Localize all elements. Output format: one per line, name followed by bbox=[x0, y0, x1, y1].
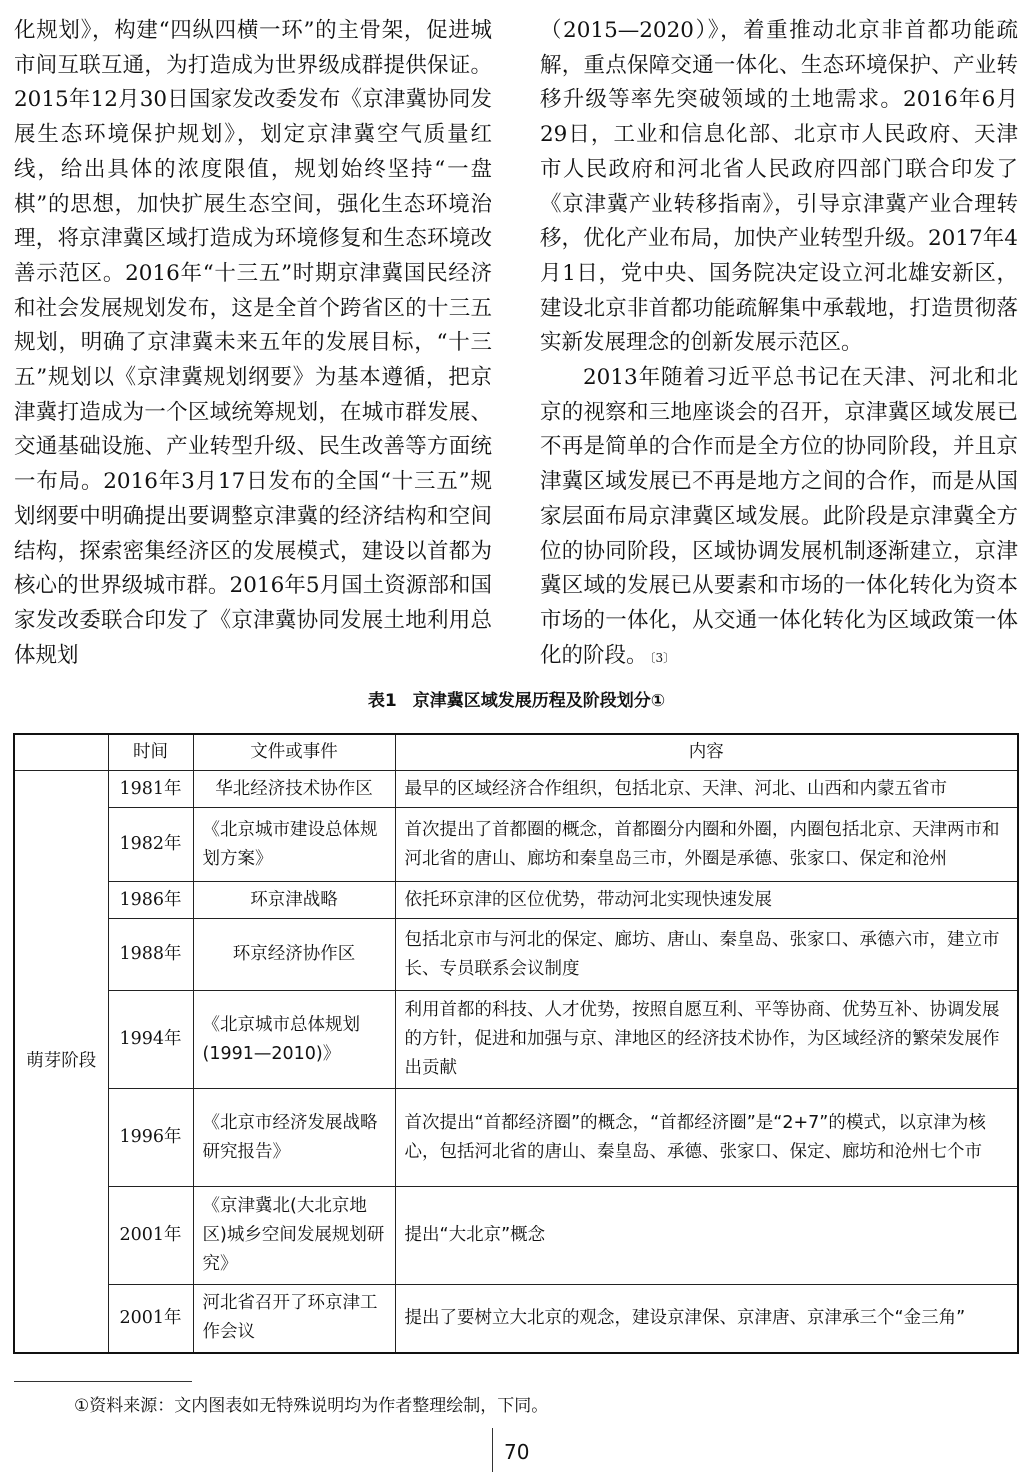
year-cell: 1996年 bbox=[108, 1089, 193, 1187]
year-cell: 1986年 bbox=[108, 882, 193, 919]
year-cell: 1988年 bbox=[108, 919, 193, 991]
phase-cell: 萌芽阶段 bbox=[14, 771, 108, 1353]
year-cell: 1994年 bbox=[108, 991, 193, 1089]
table-row bbox=[14, 808, 1018, 882]
content-cell: 首次提出了首都圈的概念，首都圈分内圈和外圈，内圈包括北京、天津两市和河北省的唐山、廊坊和秦皇岛三市，外圈是承德、张家口、保定和沧州 bbox=[395, 808, 1018, 882]
left-column bbox=[14, 14, 492, 673]
header-time: 时间 bbox=[108, 734, 193, 771]
content-cell: 包括北京市与河北的保定、廊坊、唐山、秦皇岛、张家口、承德六市，建立市长、专员联系会议制度 bbox=[395, 919, 1018, 991]
event-cell: 《北京城市建设总体规划方案》 bbox=[193, 808, 395, 882]
header-event: 文件或事件 bbox=[193, 734, 395, 771]
event-cell: 《北京市经济发展战略研究报告》 bbox=[193, 1089, 395, 1187]
table-title: 京津冀区域发展历程及阶段划分① bbox=[412, 691, 666, 711]
table-row bbox=[14, 1285, 1018, 1353]
year-cell: 2001年 bbox=[108, 1285, 193, 1353]
content-cell: 利用首都的科技、人才优势，按照自愿互利、平等协商、优势互补、协调发展的方针，促进和加强与京、津地区的经济技术协作，为区域经济的繁荣发展作出贡献 bbox=[395, 991, 1018, 1089]
event-cell: 环京津战略 bbox=[193, 882, 395, 919]
right-column bbox=[540, 14, 1018, 675]
table-row bbox=[14, 919, 1018, 991]
table-label: 表1 bbox=[367, 691, 397, 711]
body-paragraph: 化规划》，构建“四纵四横一环”的主骨架，促进城市间互联互通，为打造成为世界级成群提供保证。2015年12月30日国家发改委发布《京津冀协同发展生态环境保护规划》，划定京津冀空气质量红线，给出具体的浓度限值，规划始终坚持“一盘棋”的思想，加快扩展生态空间，强化生态环境治理，将京津冀区域打造成为环境修复和生态环境改善示范区。2016年“十三五”时期京津冀国民经济和社会发展规划发布，这是全首个跨省区的十三五规划，明确了京津冀未来五年的发展目标，“十三五”规划以《京津冀规划纲要》为基本遵循，把京津冀打造成为一个区域统筹规划，在城市群发展、交通基础设施、产业转型升级、民生改善等方面统一布局。2016年3月17日发布的全国“十三五”规划纲要中明确提出要调整京津冀的经济结构和空间结构，探索密集经济区的发展模式，建设以首都为核心的世界级城市群。2016年5月国土资源部和国家发改委联合印发了《京津冀协同发展土地利用总体规划 bbox=[14, 18, 492, 668]
citation-marker: 〔3〕 bbox=[649, 650, 676, 665]
table-row bbox=[14, 991, 1018, 1089]
event-cell: 《北京城市总体规划(1991—2010)》 bbox=[193, 991, 395, 1089]
table-row bbox=[14, 771, 1018, 808]
event-cell: 华北经济技术协作区 bbox=[193, 771, 395, 808]
content-cell: 提出“大北京”概念 bbox=[395, 1187, 1018, 1285]
page-number-divider bbox=[492, 1428, 493, 1472]
history-table bbox=[13, 733, 1019, 1354]
page-number: 70 bbox=[504, 1440, 530, 1464]
year-cell: 1981年 bbox=[108, 771, 193, 808]
paragraph-text: 2013年随着习近平总书记在天津、河北和北京的视察和三地座谈会的召开，京津冀区域发展已不再是简单的合作而是全方位的协同阶段，并且京津冀区域发展已不再是地方之间的合作，而是从国家层面布局京津冀区域发展。此阶段是京津冀全方位的协同阶段，区域协调发展机制逐渐建立，京津冀区域的发展已从要素和市场的一体化转化为资本市场的一体化，从交通一体化转化为区域政策一体化的阶段。 bbox=[540, 365, 1018, 668]
year-cell: 2001年 bbox=[108, 1187, 193, 1285]
table-header-row bbox=[14, 734, 1018, 771]
body-paragraph: （2015—2020）》，着重推动北京非首都功能疏解，重点保障交通一体化、生态环境保护、产业转移升级等率先突破领域的土地需求。2016年6月29日，工业和信息化部、北京市人民政府、天津市人民政府和河北省人民政府四部门联合印发了《京津冀产业转移指南》，引导京津冀产业合理转移，优化产业布局，加快产业转型升级。2017年4月1日，党中央、国务院决定设立河北雄安新区，建设北京非首都功能疏解集中承载地，打造贯彻落实新发展理念的创新发展示范区。 bbox=[540, 18, 1018, 356]
content-cell: 依托环京津的区位优势，带动河北实现快速发展 bbox=[395, 882, 1018, 919]
footnote-divider bbox=[14, 1381, 192, 1382]
table-caption bbox=[0, 686, 1033, 711]
event-cell: 环京经济协作区 bbox=[193, 919, 395, 991]
content-cell: 最早的区域经济合作组织，包括北京、天津、河北、山西和内蒙五省市 bbox=[395, 771, 1018, 808]
table-row bbox=[14, 1089, 1018, 1187]
header-content: 内容 bbox=[395, 734, 1018, 771]
content-cell: 提出了要树立大北京的观念，建设京津保、京津唐、京津承三个“金三角” bbox=[395, 1285, 1018, 1353]
content-cell: 首次提出“首都经济圈”的概念，“首都经济圈”是“2+7”的模式，以京津为核心，包括河北省的唐山、秦皇岛、承德、张家口、保定、廊坊和沧州七个市 bbox=[395, 1089, 1018, 1187]
event-cell: 《京津冀北(大北京地区)城乡空间发展规划研究》 bbox=[193, 1187, 395, 1285]
header-phase bbox=[14, 734, 108, 771]
table-row bbox=[14, 1187, 1018, 1285]
body-paragraph bbox=[540, 361, 1018, 675]
table-row bbox=[14, 882, 1018, 919]
year-cell: 1982年 bbox=[108, 808, 193, 882]
event-cell: 河北省召开了环京津工作会议 bbox=[193, 1285, 395, 1353]
footnote: ①资料来源：文内图表如无特殊说明均为作者整理绘制，下同。 bbox=[74, 1396, 549, 1416]
